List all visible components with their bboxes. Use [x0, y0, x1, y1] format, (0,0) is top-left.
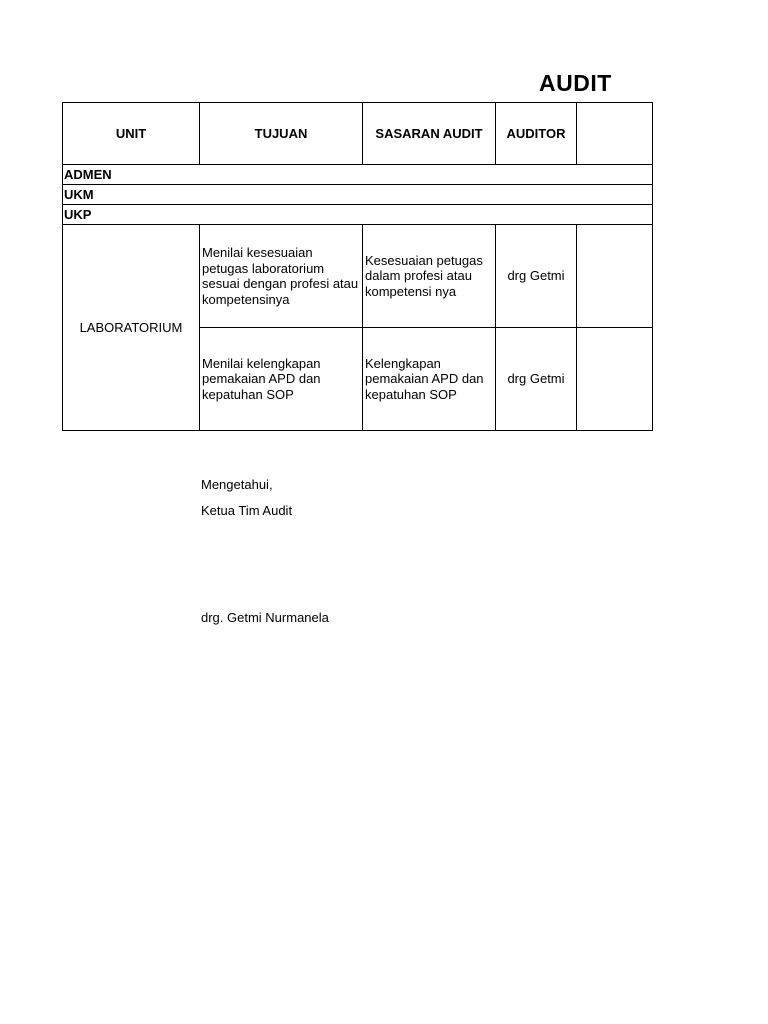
audit-table [62, 102, 653, 431]
section-row-ukp [63, 205, 653, 225]
unit-cell-laboratorium: LABORATORIUM [63, 225, 200, 431]
section-row-ukm [63, 185, 653, 205]
auditor-cell: drg Getmi [496, 225, 577, 328]
signature-name: drg. Getmi Nurmanela [201, 610, 329, 625]
signature-role: Ketua Tim Audit [201, 503, 293, 518]
sasaran-cell: Kelengkapan pemakaian APD dan kepatuhan SOP [363, 328, 496, 431]
header-sasaran-audit: SASARAN AUDIT [363, 103, 496, 165]
tujuan-cell: Menilai kesesuaian petugas laboratorium sesuai dengan profesi atau kompetensinya [200, 225, 363, 328]
header-auditor: AUDITOR [496, 103, 577, 165]
document-title: AUDIT [539, 70, 612, 96]
sasaran-cell: Kesesuaian petugas dalam profesi atau kompetensi nya [363, 225, 496, 328]
hidden-cell [577, 225, 653, 328]
header-hidden-column [577, 103, 653, 165]
table-header-row [63, 103, 653, 165]
header-tujuan: TUJUAN [200, 103, 363, 165]
signature-acknowledged: Mengetahui, [201, 477, 273, 492]
section-row-admen [63, 165, 653, 185]
tujuan-cell: Menilai kelengkapan pemakaian APD dan kepatuhan SOP [200, 328, 363, 431]
auditor-cell: drg Getmi [496, 328, 577, 431]
hidden-cell [577, 328, 653, 431]
section-label-ukm: UKM [63, 185, 200, 205]
table-row [63, 225, 653, 328]
section-label-ukp: UKP [63, 205, 200, 225]
section-label-admen: ADMEN [63, 165, 200, 185]
header-unit: UNIT [63, 103, 200, 165]
